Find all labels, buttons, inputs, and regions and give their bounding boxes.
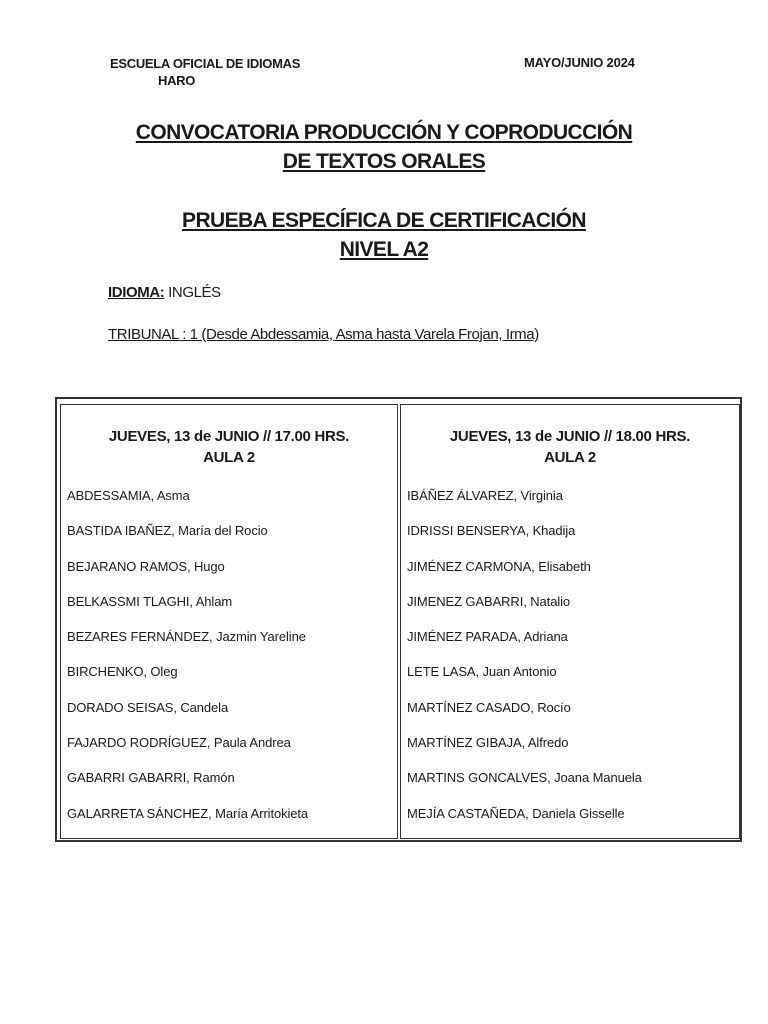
session-1-day: JUEVES, 13 de JUNIO // 17.00 HRS. bbox=[108, 428, 350, 445]
school-city: HARO bbox=[158, 73, 196, 88]
list-item: JIMÉNEZ PARADA, Adriana bbox=[407, 629, 568, 645]
session-1-room: AULA 2 bbox=[203, 449, 255, 466]
list-item: BIRCHENKO, Oleg bbox=[67, 664, 178, 680]
session-2-room: AULA 2 bbox=[544, 449, 596, 466]
list-item: GALARRETA SÁNCHEZ, María Arritokieta bbox=[67, 805, 309, 821]
list-item: IBÁÑEZ ÁLVAREZ, Virginia bbox=[407, 488, 563, 503]
list-item: JIMÉNEZ CARMONA, Elisabeth bbox=[407, 558, 591, 574]
session-1-name-list bbox=[67, 488, 393, 841]
list-item: MEJÍA CASTAÑEDA, Daniela Gisselle bbox=[407, 805, 625, 821]
list-item: LETE LASA, Juan Antonio bbox=[407, 664, 557, 680]
list-item: JIMENEZ GABARRI, Natalio bbox=[407, 593, 571, 609]
tribunal-line: TRIBUNAL : 1 (Desde Abdessamia, Asma hasta Varela Frojan, Irma) bbox=[108, 326, 539, 343]
school-header bbox=[110, 55, 300, 89]
title-line-1: CONVOCATORIA PRODUCCIÓN Y COPRODUCCIÓN bbox=[135, 121, 633, 144]
title-line-2: DE TEXTOS ORALES bbox=[282, 150, 486, 173]
session-2-header bbox=[401, 426, 739, 468]
subtitle-line-1: PRUEBA ESPECÍFICA DE CERTIFICACIÓN bbox=[182, 209, 586, 232]
list-item: GABARRI GABARRI, Ramón bbox=[67, 770, 235, 786]
language-value: INGLÉS bbox=[164, 284, 221, 301]
list-item: BASTIDA IBAÑEZ, María del Rocio bbox=[67, 523, 268, 539]
document-title bbox=[0, 118, 768, 176]
subtitle-line-2: NIVEL A2 bbox=[339, 238, 429, 261]
list-item: BEZARES FERNÁNDEZ, Jazmin Yareline bbox=[67, 629, 306, 645]
session-column-2 bbox=[400, 404, 740, 839]
session-column-1 bbox=[60, 404, 398, 839]
session-2-name-list bbox=[407, 488, 735, 841]
list-item: IDRISSI BENSERYA, Khadija bbox=[407, 523, 576, 539]
language-line bbox=[108, 284, 221, 301]
document-subtitle bbox=[0, 206, 768, 264]
list-item: BEJARANO RAMOS, Hugo bbox=[67, 558, 225, 574]
list-item: DORADO SEISAS, Candela bbox=[67, 699, 229, 715]
school-name: ESCUELA OFICIAL DE IDIOMAS bbox=[110, 56, 301, 71]
session-2-day: JUEVES, 13 de JUNIO // 18.00 HRS. bbox=[449, 428, 691, 445]
exam-date: MAYO/JUNIO 2024 bbox=[524, 55, 635, 70]
list-item: FAJARDO RODRÍGUEZ, Paula Andrea bbox=[67, 735, 291, 751]
session-1-header bbox=[61, 426, 397, 468]
list-item: MARTINS GONCALVES, Joana Manuela bbox=[407, 770, 642, 786]
language-label: IDIOMA: bbox=[108, 284, 165, 301]
list-item: BELKASSMI TLAGHI, Ahlam bbox=[67, 593, 233, 609]
list-item: ABDESSAMIA, Asma bbox=[67, 488, 190, 503]
list-item: MARTÍNEZ GIBAJA, Alfredo bbox=[407, 735, 569, 751]
list-item: MARTÍNEZ CASADO, Rocío bbox=[407, 699, 571, 715]
